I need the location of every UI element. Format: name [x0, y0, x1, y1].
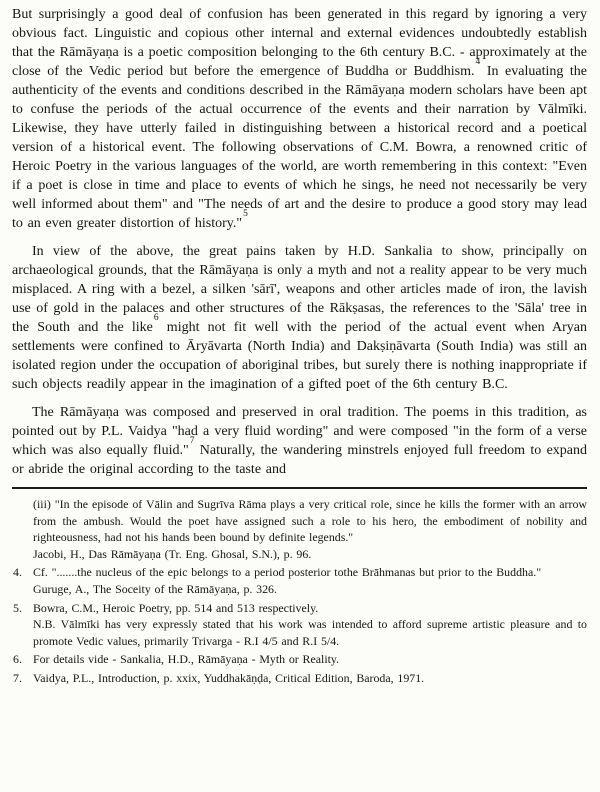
footnotes-section: [12, 496, 587, 687]
footnote-4-text: Cf. ".......the nucleus of the epic belongs to a period posterior tothe Brāhmanas but prior to the Buddha.": [33, 565, 542, 580]
footnote-7-text: Vaidya, P.L., Introduction, p. xxix, Yuddhakāṇḍa, Critical Edition, Baroda, 1971.: [33, 670, 425, 685]
footnote-item-7: [12, 670, 587, 687]
paragraph-3-text-cont: Naturally, the wandering minstrels enjoyed full freedom to expand or abride the original according to the taste and: [12, 443, 587, 477]
footnote-item-4: [12, 564, 587, 597]
footnote-ref-5: 5: [243, 209, 248, 220]
footnote-item-6: [12, 651, 587, 668]
paragraph-3-text: The Rāmāyaṇa was composed and preserved in oral tradition. The poems in this tradition, as pointed out by P.L. Vaidya "had a very fluid wording" and were composed "in the form of a verse which was also equally fluid.": [12, 405, 587, 458]
paragraph-2-text: In view of the above, the great pains taken by H.D. Sankalia to show, principally on archaeological grounds, that the Rāmāyaṇa is only a myth and not a reality appear to be very much misplaced. A ring with a bezel, a silken 'sārī', weapons and other articles made of iron, the lavish use of gold in the palaces and other structures of the Rākṣasas, the references to the 'Sāla' tree in the South and the like: [12, 244, 587, 335]
footnote-5-note: N.B. Vālmīki has very expressly stated that his work was intended to afford supreme artistic pleasure and to promote Vedic values, primarily Trivarga - R.I 4/5 and R.I 5/4.: [33, 617, 587, 648]
footnote-5-text: Bowra, C.M., Heroic Poetry, pp. 514 and 513 respectively.: [33, 600, 319, 615]
paragraph-1-text: But surprisingly a good deal of confusion has been generated in this regard by ignoring a very obvious fact. Linguistic and copious other internal and external evidences undoubtedly establish that the Rāmāyaṇa is a poetic composition belonging to the 6th century B.C. - approximately at the close of the Vedic period but before the emergence of Buddha or Buddhism.: [12, 7, 587, 79]
footnote-iii-source: Jacobi, H., Das Rāmāyaṇa (Tr. Eng. Ghosal, S.N.), p. 96.: [33, 546, 312, 561]
footnote-item-5: [12, 600, 587, 650]
footnote-ref-4: 4: [475, 57, 481, 68]
footnote-6-text: For details vide - Sankalia, H.D., Rāmāyaṇa - Myth or Reality.: [33, 652, 340, 667]
footnote-iii-quote: (iii) "In the episode of Vālin and Sugrīva Rāma plays a very critical role, since he kills the former with an arrow from the ambush. Would the poet have assigned such a role to his hero, the embodiment of nobility and righteousness, had not his hands been bound by definite legends.": [33, 497, 587, 545]
footnote-separator: [12, 487, 587, 489]
footnote-5-number: 5.: [13, 600, 22, 615]
footnote-6-number: 6.: [13, 652, 22, 667]
footnote-4-number: 4.: [13, 565, 22, 580]
footnote-ref-7: 7: [189, 436, 195, 447]
paragraph-2-text-cont: might not fit well with the period of the actual event when Aryan settlements were confined to Āryāvarta (North India) and Dakṣiṇāvarta (South India) was still an isolated region under the occupation of aboriginal tribes, but surely there is nothing inappropriate if such objects readily appear in the imagination of a gifted poet of the 6th century B.C.: [12, 320, 587, 392]
paragraph-3: [12, 403, 587, 479]
body-text: [12, 5, 587, 479]
footnote-ref-6: 6: [153, 313, 159, 324]
footnote-4-source: Guruge, A., The Soceity of the Rāmāyaṇa, p. 326.: [33, 581, 277, 596]
paragraph-2: [12, 242, 587, 394]
paragraph-1: [12, 5, 587, 233]
footnote-item-iii: [33, 496, 587, 562]
paragraph-1-text-cont: In evaluating the authenticity of the events and conditions described in the Rāmāyaṇa modern scholars have been apt to confuse the periods of the actual occurrence of the events and their narration by Vālmīki. Likewise, they have utterly failed in distinguishing between a historical record and a poetical version of a historical event. The following observations of C.M. Bowra, a renowned critic of Heroic Poetry in the various languages of the world, are worth remembering in this context: "Even if a poet is close in time and place to events of which he sings, he need not necessarily be very well informed about them" and "The needs of art and the desire to produce a good story may lead to an even greater distortion of history.": [12, 64, 587, 231]
footnote-7-number: 7.: [13, 670, 22, 685]
